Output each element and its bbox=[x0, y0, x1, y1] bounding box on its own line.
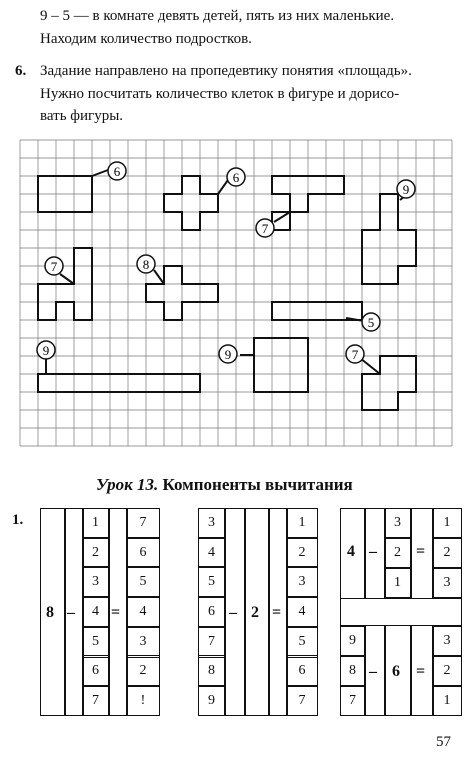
figure-9-bar bbox=[38, 374, 200, 392]
t2-left-cell: 4 bbox=[198, 538, 225, 568]
t1-res-cell: 4 bbox=[126, 597, 160, 627]
figure-6-cross bbox=[164, 176, 218, 230]
label-9b: 9 bbox=[42, 343, 50, 358]
label-6a: 6 bbox=[113, 164, 121, 179]
label-5: 5 bbox=[367, 315, 375, 330]
task6-line-3: вать фигуры. bbox=[40, 108, 124, 124]
t1-res-cell: 7 bbox=[126, 508, 160, 538]
t2-minus: – bbox=[229, 604, 237, 621]
t1-sub-cell: 5 bbox=[82, 627, 109, 657]
figure-5-bar bbox=[272, 302, 362, 320]
t3-bot-eq: = bbox=[416, 663, 426, 680]
t1-minus: – bbox=[67, 604, 75, 621]
text-line-1: 9 – 5 — в комнате девять детей, пять из них маленькие. bbox=[40, 8, 395, 24]
lesson-number: Урок 13. bbox=[96, 475, 159, 494]
lesson-title bbox=[96, 475, 353, 495]
t3-bot-res-cell: 3 bbox=[432, 626, 462, 656]
t1-res-cell: 2 bbox=[126, 657, 160, 687]
t2-left-cell: 9 bbox=[198, 686, 225, 716]
callout-circles bbox=[37, 162, 415, 363]
t2-res-cell: 7 bbox=[286, 686, 318, 716]
t2-left-cell: 3 bbox=[198, 508, 225, 538]
task6-number: 6. bbox=[15, 63, 27, 79]
page-number: 57 bbox=[436, 734, 451, 750]
t3-top-res-cell: 3 bbox=[432, 568, 462, 598]
t1-sub-cell: 7 bbox=[82, 686, 109, 716]
t3-bot-sub: 6 bbox=[392, 663, 400, 680]
t2-sub: 2 bbox=[251, 604, 259, 621]
t1-res-cell: 5 bbox=[126, 567, 160, 597]
label-6b: 6 bbox=[232, 170, 240, 185]
t2-res-cell: 4 bbox=[286, 597, 318, 627]
task6-line-1: Задание направлено на пропедевтику понятия «площадь». bbox=[40, 63, 412, 79]
t3-top-res-cell: 1 bbox=[432, 508, 462, 538]
task6-line-2: Нужно посчитать количество клеток в фигуре и дорисо- bbox=[40, 86, 400, 102]
t3-top-minus: – bbox=[369, 543, 377, 560]
t2-left-cell: 7 bbox=[198, 627, 225, 657]
label-9c: 9 bbox=[224, 347, 232, 362]
t2-res-cell: 3 bbox=[286, 567, 318, 597]
t2-left-cell: 5 bbox=[198, 567, 225, 597]
t1-res-cell: 6 bbox=[126, 538, 160, 568]
figure-9-square bbox=[254, 338, 308, 392]
label-7c: 7 bbox=[351, 347, 359, 362]
t1-sub-cell: 1 bbox=[82, 508, 109, 538]
task1-number: 1. bbox=[12, 512, 24, 528]
text-line-2: Находим количество подростков. bbox=[40, 31, 252, 47]
t3-bot-res-cell: 2 bbox=[432, 656, 462, 686]
t3-top-sub-cell: 1 bbox=[384, 568, 411, 598]
figure-7-bottom bbox=[362, 356, 416, 410]
t1-sub-cell: 2 bbox=[82, 538, 109, 568]
label-7b: 7 bbox=[50, 259, 58, 274]
t3-bot-minus: – bbox=[369, 663, 377, 680]
t3-top-left: 4 bbox=[347, 543, 355, 560]
t2-res-cell: 1 bbox=[286, 508, 318, 538]
t1-res-cell: 3 bbox=[126, 627, 160, 657]
t3-top-sub-cell: 2 bbox=[384, 538, 411, 568]
t1-eq: = bbox=[111, 604, 121, 621]
t1-sub-cell: 6 bbox=[82, 657, 109, 687]
t2-left-cell: 8 bbox=[198, 657, 225, 687]
t1-sub-cell: 3 bbox=[82, 567, 109, 597]
t2-eq: = bbox=[272, 604, 282, 621]
t3-top-eq: = bbox=[416, 543, 426, 560]
t3-top-res-cell: 2 bbox=[432, 538, 462, 568]
t3-bot-res-cell: 1 bbox=[432, 686, 462, 716]
figure-9-staircase bbox=[362, 194, 416, 284]
label-9a: 9 bbox=[402, 182, 410, 197]
t1-sub-cell: 4 bbox=[82, 597, 109, 627]
t1-res-cell: ! bbox=[126, 686, 160, 716]
lesson-name: Компоненты вычитания bbox=[158, 475, 353, 494]
t2-res-cell: 6 bbox=[286, 657, 318, 687]
t3-bot-left-cell: 8 bbox=[340, 656, 365, 686]
t2-left-cell: 6 bbox=[198, 597, 225, 627]
t3-bot-left-cell: 9 bbox=[340, 626, 365, 656]
t1-left: 8 bbox=[46, 604, 54, 621]
t2-res-cell: 5 bbox=[286, 627, 318, 657]
t2-res-cell: 2 bbox=[286, 538, 318, 568]
label-7a: 7 bbox=[261, 221, 269, 236]
t3-top-sub-cell: 3 bbox=[384, 508, 411, 538]
t3-bot-left-cell: 7 bbox=[340, 686, 365, 716]
label-8: 8 bbox=[142, 257, 150, 272]
